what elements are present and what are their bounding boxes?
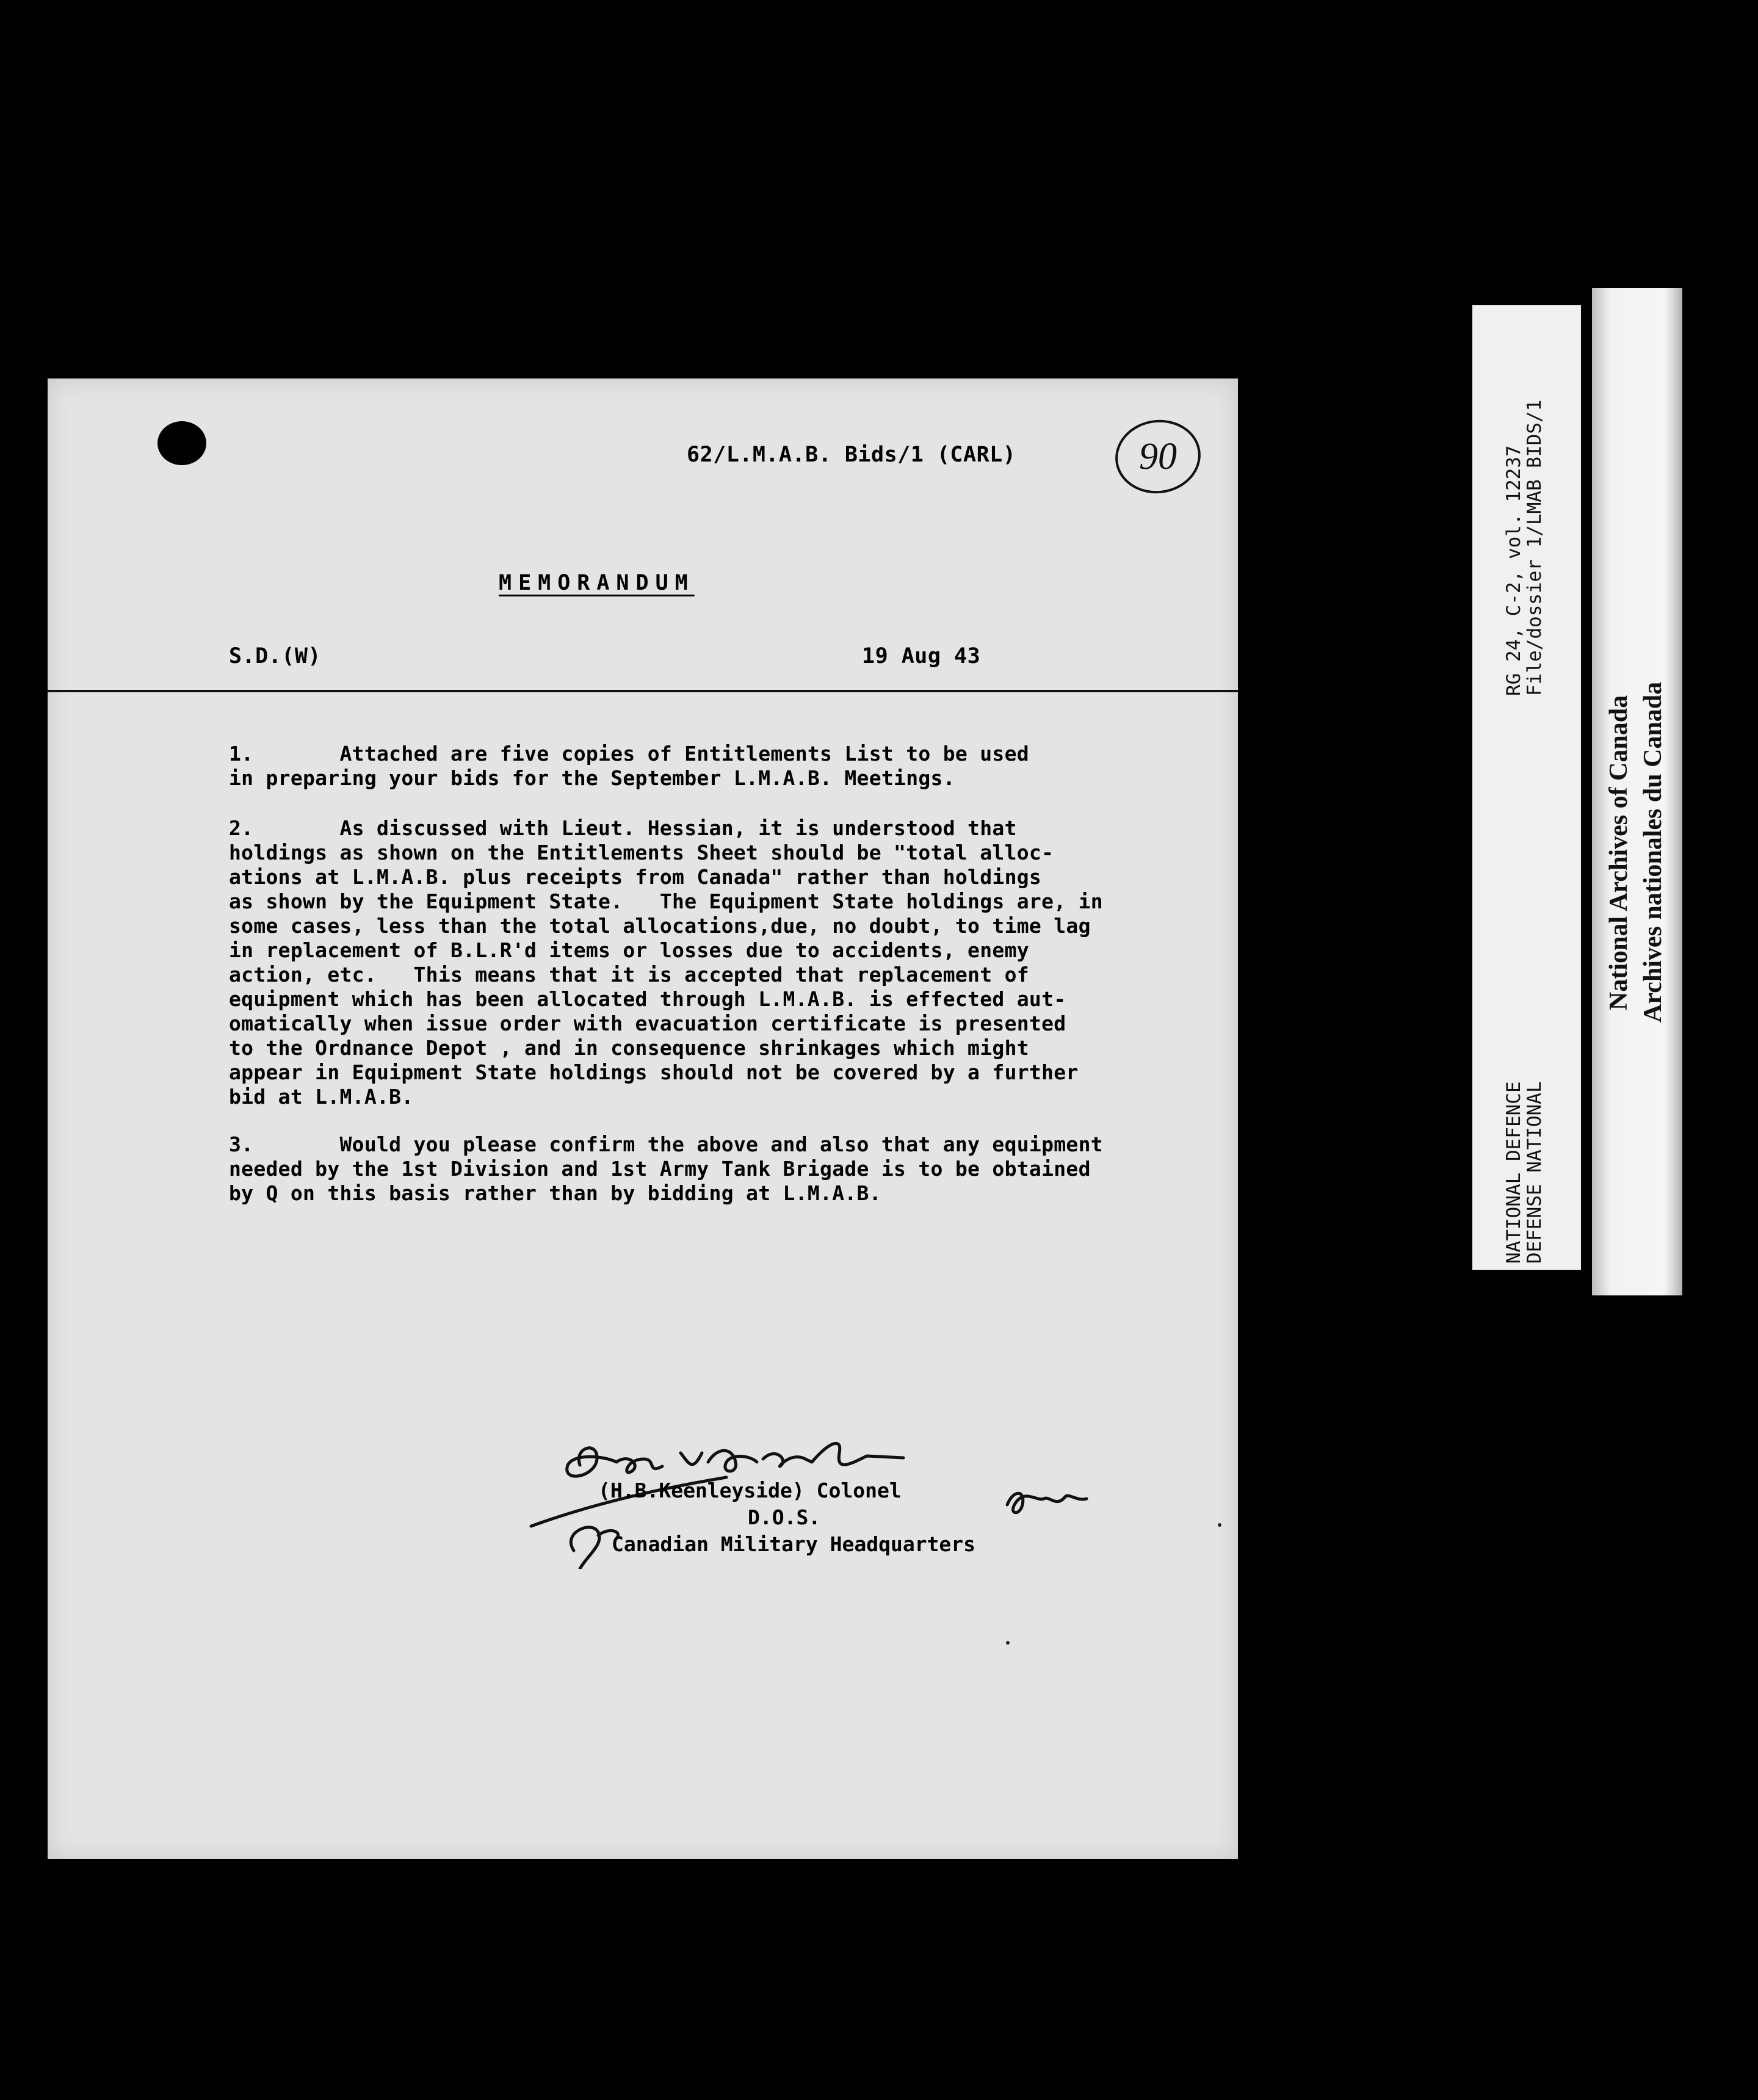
speck bbox=[1006, 1641, 1010, 1645]
page-number: 90 bbox=[1139, 436, 1177, 477]
speck bbox=[1218, 1523, 1221, 1527]
archive-reference-line-2: File/dossier 1/LMAB BIDS/1 bbox=[1524, 399, 1546, 696]
department-french: DEFENSE NATIONAL bbox=[1524, 1081, 1546, 1264]
signatory-organization: Canadian Military Headquarters bbox=[612, 1532, 976, 1556]
file-reference: 62/L.M.A.B. Bids/1 (CARL) bbox=[687, 443, 1016, 467]
memo-date: 19 Aug 43 bbox=[862, 644, 981, 668]
addressee: S.D.(W) bbox=[229, 644, 322, 668]
page-number-circle bbox=[1112, 415, 1204, 498]
department-english: NATIONAL DEFENCE bbox=[1503, 1081, 1525, 1264]
paragraph-2: 2. As discussed with Lieut. Hessian, it is understood that holdings as shown on the Entitlements Sheet should be "total alloc- ations at L.M.A.B. plus receipts from Canada" rather than holdings as shown by the Equipment State. The Equipment State holdings are, in some cases, less than the total allocations,due, no doubt, to time lag in replacement of B.L.R'd items or losses due to accidents, enemy action, etc. This means that it is accepted that replacement of equipment which has been allocated through L.M.A.B. is effected aut- omatically when issue order with evacuation certificate is presented to the Ordnance Depot , and in consequence shrinkages which might appear in Equipment State holdings should not be covered by a further bid at L.M.A.B. bbox=[229, 816, 1103, 1109]
signatory-office: D.O.S. bbox=[748, 1505, 821, 1529]
header-rule bbox=[48, 690, 1238, 692]
memo-title: MEMORANDUM bbox=[499, 571, 695, 595]
archives-name-french: Archives nationales du Canada bbox=[1639, 681, 1667, 1023]
memo-page bbox=[48, 378, 1238, 1859]
archives-name-english: National Archives of Canada bbox=[1605, 695, 1633, 1010]
punch-hole bbox=[157, 421, 206, 465]
paragraph-3: 3. Would you please confirm the above and also that any equipment needed by the 1st Division and 1st Army Tank Brigade is to be obtained by Q on this basis rather than by bidding at L.M.A.B. bbox=[229, 1132, 1103, 1205]
signatory-name: (H.B.Keenleyside) Colonel bbox=[598, 1479, 902, 1502]
paragraph-1: 1. Attached are five copies of Entitlements List to be used in preparing your bids for the September L.M.A.B. Meetings. bbox=[229, 742, 1029, 790]
archive-reference-line-1: RG 24, C-2, vol. 12237 bbox=[1503, 445, 1525, 696]
